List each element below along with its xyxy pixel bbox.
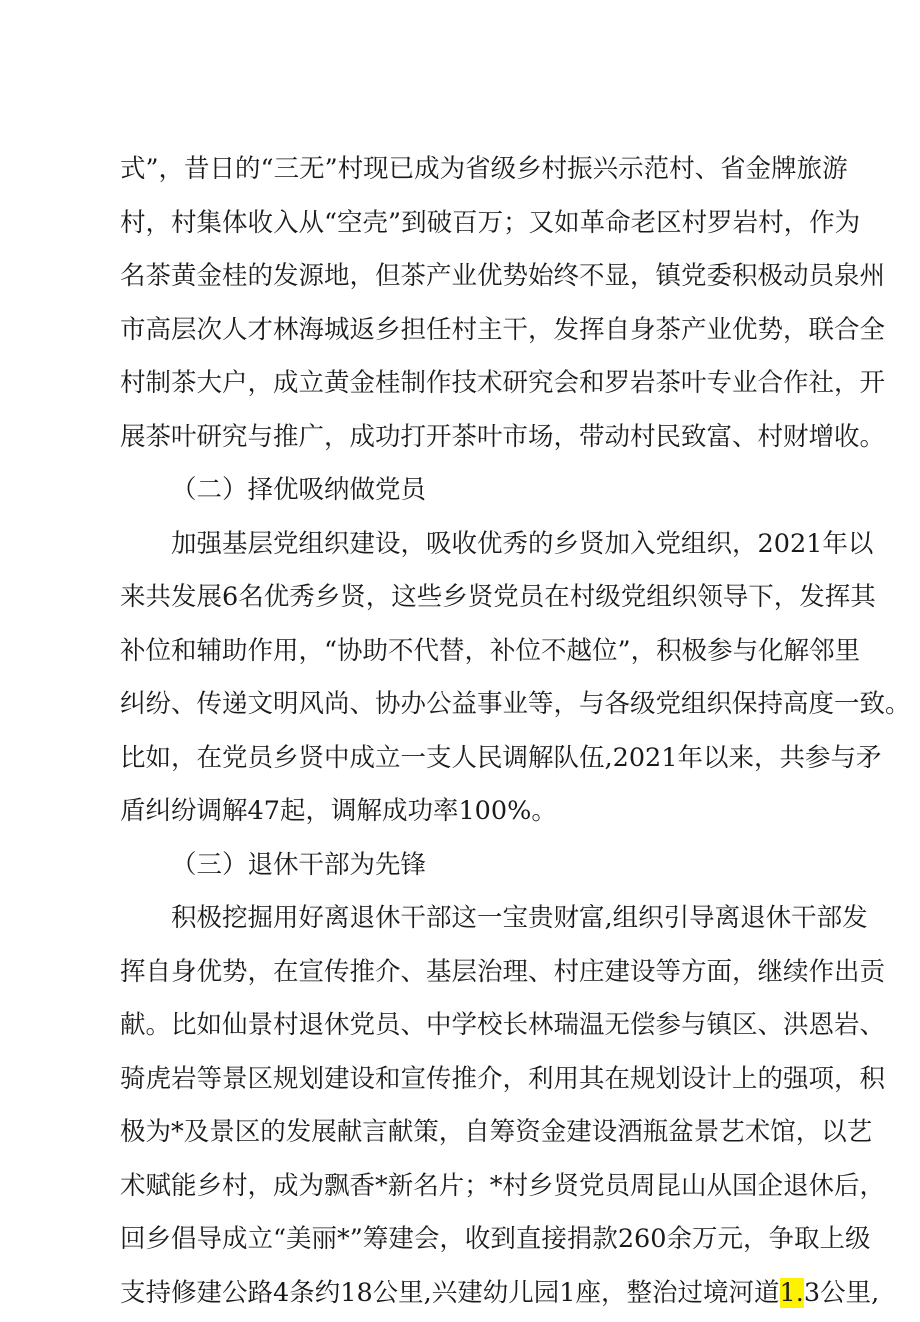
text-line-4: 市高层次人才林海城返乡担任村主干，发挥自身茶产业优势，联合全 (120, 314, 886, 345)
text-line-20: 术赋能乡村，成为飘香*新名片；*村乡贤党员周昆山从国企退休后， (120, 1170, 886, 1201)
section-heading-2: （二）择优吸纳做党员 (171, 475, 427, 505)
text-line-17: 献。比如仙景村退休党员、中学校长林瑞温无偿参与镇区、洪恩岩、 (120, 1010, 886, 1040)
text-line-8: 加强基层党组织建设，吸收优秀的乡贤加入党组织，2021年以 (171, 528, 874, 559)
text-line-11: 纠纷、传递文明风尚、协办公益事业等，与各级党组织保持高度一致。 (120, 689, 911, 719)
text-line-5: 村制茶大户，成立黄金桂制作技术研究会和罗岩茶叶专业合作社，开 (120, 368, 886, 398)
text-line-2: 村，村集体收入从“空壳”到破百万；又如革命老区村罗岩村，作为 (120, 207, 861, 238)
text-line-22-before: 支持修建公路4条约18公里,兴建幼儿园1座，整治过境河道 (120, 1277, 780, 1308)
text-line-1: 式”，昔日的“三无”村现已成为省级乡村振兴示范村、省金牌旅游 (120, 154, 848, 184)
text-line-15: 积极挖掘用好离退休干部这一宝贵财富,组织引导离退休干部发 (171, 903, 868, 933)
highlighted-text: 1. (779, 1277, 804, 1308)
text-line-18: 骑虎岩等景区规划建设和宣传推介，利用其在规划设计上的强项，积 (120, 1063, 886, 1094)
text-line-13: 盾纠纷调解47起，调解成功率100%。 (120, 796, 557, 826)
text-line-3: 名茶黄金桂的发源地，但茶产业优势始终不显，镇党委积极动员泉州 (120, 261, 886, 291)
text-line-21: 回乡倡导成立“美丽*”筹建会，收到直接捐款260余万元，争取上级 (120, 1224, 871, 1254)
text-line-12: 比如，在党员乡贤中成立一支人民调解队伍,2021年以来，共参与矛 (120, 742, 882, 773)
text-line-22 (120, 1264, 880, 1322)
text-line-16: 挥自身优势，在宣传推介、基层治理、村庄建设等方面，继续作出贡 (120, 956, 886, 987)
text-line-22-after: 3公里, (803, 1277, 880, 1308)
section-heading-3: （三）退休干部为先锋 (171, 849, 427, 880)
text-line-9: 来共发展6名优秀乡贤，这些乡贤党员在村级党组织领导下，发挥其 (120, 582, 876, 612)
text-line-6: 展茶叶研究与推广，成功打开茶叶市场，带动村民致富、村财增收。 (120, 421, 886, 452)
text-line-19: 极为*及景区的发展献言献策，自筹资金建设酒瓶盆景艺术馆，以艺 (120, 1117, 873, 1147)
text-line-10: 补位和辅助作用，“协助不代替，补位不越位”，积极参与化解邻里 (120, 635, 861, 666)
